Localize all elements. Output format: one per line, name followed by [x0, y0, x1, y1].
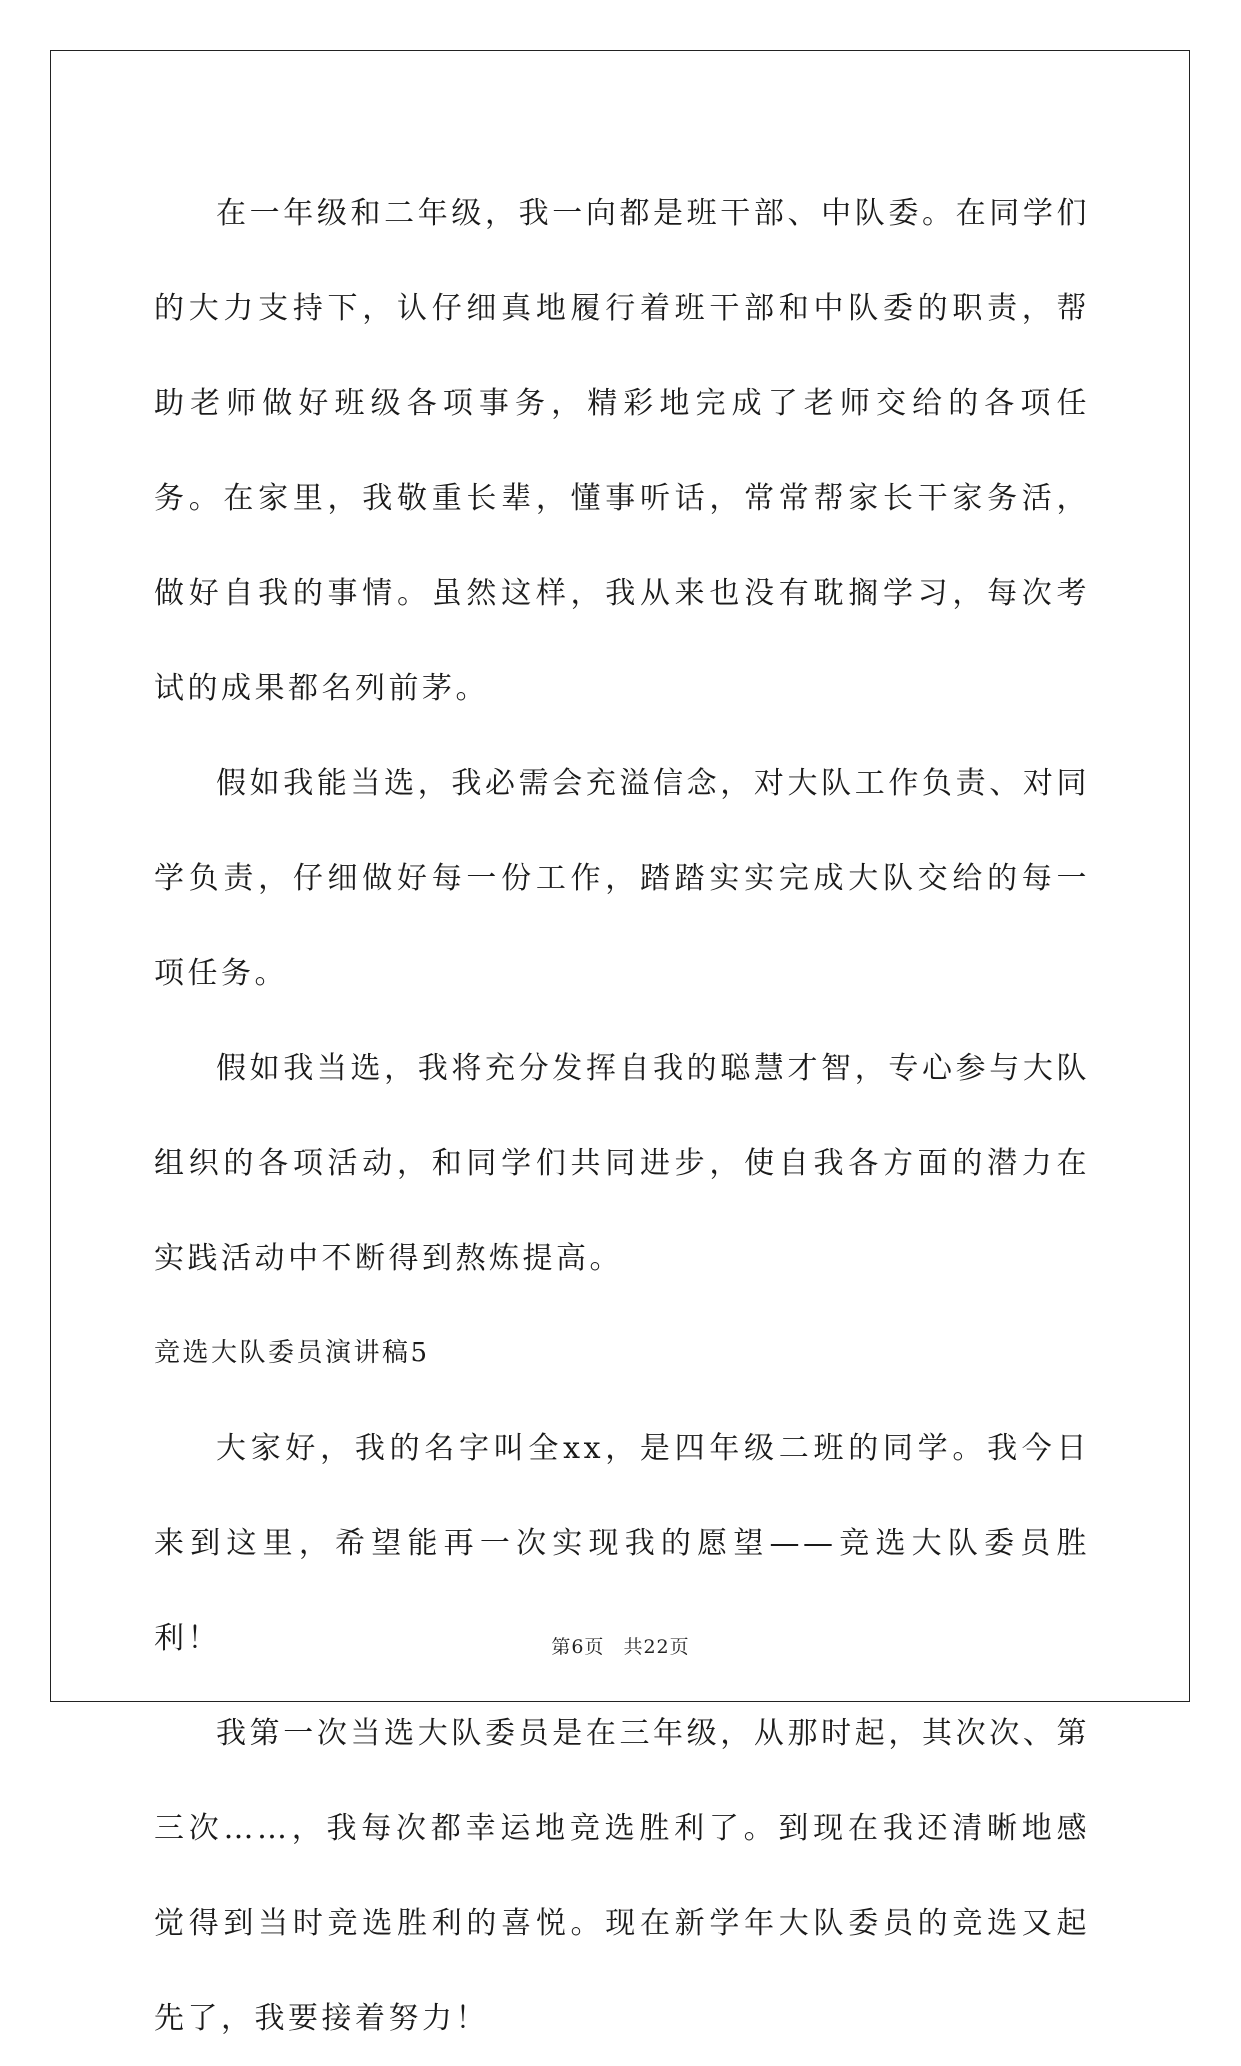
- page-number: 第6页: [551, 1636, 605, 1658]
- paragraph: 在一年级和二年级，我一向都是班干部、中队委。在同学们的大力支持下，认仔细真地履行着班干部和中队委的职责，帮助老师做好班级各项事务，精彩地完成了老师交给的各项任务。在家里，我敬重长辈，懂事听话，常常帮家长干家务活，做好自我的事情。虽然这样，我从来也没有耽搁学习，每次考试的成果都名列前茅。: [154, 196, 1090, 706]
- page-footer: [0, 1632, 1241, 1659]
- paragraph: 我第一次当选大队委员是在三年级，从那时起，其次次、第三次……，我每次都幸运地竞选胜利了。到现在我还清晰地感觉得到当时竞选胜利的喜悦。现在新学年大队委员的竞选又起先了，我要接着努力！: [154, 1716, 1090, 2036]
- paragraph: 假如我当选，我将充分发挥自我的聪慧才智，专心参与大队组织的各项活动，和同学们共同进步，使自我各方面的潜力在实践活动中不断得到熬炼提高。: [154, 1051, 1090, 1276]
- paragraph: 大家好，我的名字叫全xx，是四年级二班的同学。我今日来到这里，希望能再一次实现我的愿望——竞选大队委员胜利！: [154, 1431, 1090, 1656]
- document-body: [154, 166, 1090, 2066]
- page-total: 共22页: [623, 1636, 690, 1658]
- paragraph: 假如我能当选，我必需会充溢信念，对大队工作负责、对同学负责，仔细做好每一份工作，踏踏实实完成大队交给的每一项任务。: [154, 766, 1090, 991]
- section-title: 竞选大队委员演讲稿5: [154, 1338, 430, 1368]
